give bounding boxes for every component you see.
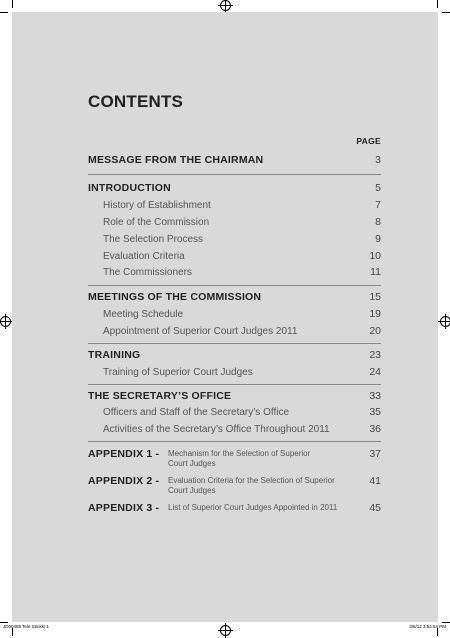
- toc-item[interactable]: [88, 406, 381, 420]
- toc-item[interactable]: [88, 325, 381, 339]
- toc-page-number: 8: [375, 216, 381, 228]
- toc-page-number: 9: [375, 233, 381, 245]
- toc-section-label: MESSAGE FROM THE CHAIRMAN: [88, 154, 264, 166]
- toc-page-number: 36: [369, 423, 381, 435]
- toc-section-label: INTRODUCTION: [88, 182, 171, 194]
- toc-page-number: 15: [369, 291, 381, 303]
- toc-item[interactable]: [88, 266, 381, 280]
- toc-item-label: Officers and Staff of the Secretary’s Office: [103, 407, 290, 418]
- toc-section[interactable]: [88, 182, 381, 196]
- crop-mark: [437, 628, 438, 636]
- toc-page-number: 37: [369, 448, 381, 460]
- appendix-description-line: Evaluation Criteria for the Selection of Superior: [168, 476, 335, 485]
- appendix-description-line: List of Superior Court Judges Appointed in 2011: [168, 503, 338, 512]
- appendix-description-line: Mechanism for the Selection of Superior: [168, 449, 311, 458]
- appendix-key: APPENDIX 2 -: [88, 475, 160, 487]
- toc-page-number: 20: [369, 325, 381, 337]
- toc-item[interactable]: [88, 308, 381, 322]
- crop-mark: [442, 12, 450, 13]
- crop-mark: [12, 628, 13, 636]
- appendix-description-line: Court Judges: [168, 486, 216, 495]
- divider: [88, 285, 381, 286]
- toc-item-label: Evaluation Criteria: [103, 251, 185, 262]
- toc-page-number: 7: [375, 199, 381, 211]
- toc-appendix[interactable]: [88, 448, 381, 469]
- toc-page-number: 23: [369, 349, 381, 361]
- toc-section-label: THE SECRETARY’S OFFICE: [88, 390, 232, 402]
- toc-section[interactable]: [88, 291, 381, 305]
- appendix-description: [168, 448, 361, 469]
- crop-mark: [437, 0, 438, 8]
- toc-section-label: MEETINGS OF THE COMMISSION: [88, 291, 262, 303]
- toc-appendix[interactable]: [88, 502, 381, 514]
- crop-mark: [12, 0, 13, 8]
- toc-section[interactable]: [88, 349, 381, 363]
- toc-page-number: 24: [369, 366, 381, 378]
- toc-appendix[interactable]: [88, 475, 381, 496]
- appendix-description-line: Court Judges: [168, 459, 216, 468]
- divider: [88, 384, 381, 385]
- toc-page-number: 3: [375, 154, 381, 166]
- toc-page-number: 33: [369, 390, 381, 402]
- divider: [88, 343, 381, 344]
- toc-item[interactable]: [88, 366, 381, 380]
- toc-item[interactable]: [88, 250, 381, 264]
- print-slug-left: JD00489 Tele Stinkk! 1: [3, 624, 49, 629]
- appendix-key: APPENDIX 1 -: [88, 448, 160, 460]
- toc-page-number: 19: [369, 308, 381, 320]
- toc-item-label: The Commissioners: [103, 267, 192, 278]
- print-slug-right: 3/6/12 3:54:54 PM: [409, 624, 446, 629]
- appendix-description: [168, 475, 361, 496]
- toc-item[interactable]: [88, 199, 381, 213]
- page-column-label: PAGE: [356, 136, 381, 146]
- toc-item-label: Activities of the Secretary’s Office Throughout 2011: [103, 424, 330, 435]
- toc-item-label: Training of Superior Court Judges: [103, 367, 253, 378]
- toc-page-number: 10: [369, 250, 381, 262]
- toc-section[interactable]: [88, 390, 381, 404]
- toc-item[interactable]: [88, 216, 381, 230]
- crop-mark: [0, 12, 8, 13]
- toc-page-number: 11: [370, 266, 381, 278]
- divider: [88, 441, 381, 442]
- toc-page-number: 41: [369, 475, 381, 487]
- registration-mark-icon: [0, 316, 11, 327]
- toc-section[interactable]: [88, 154, 381, 168]
- registration-mark-icon: [220, 625, 231, 636]
- registration-mark-icon: [440, 316, 450, 327]
- page-title: CONTENTS: [88, 92, 184, 111]
- toc-item-label: History of Establishment: [103, 200, 211, 211]
- registration-mark-icon: [220, 0, 231, 11]
- toc-item-label: The Selection Process: [103, 234, 204, 245]
- toc-page-number: 45: [369, 502, 381, 514]
- toc-item-label: Meeting Schedule: [103, 309, 184, 320]
- toc-section-label: TRAINING: [88, 349, 141, 361]
- appendix-description: [168, 502, 361, 513]
- toc-page-number: 35: [369, 406, 381, 418]
- toc-item-label: Role of the Commission: [103, 217, 210, 228]
- crop-mark: [0, 622, 8, 623]
- toc-item-label: Appointment of Superior Court Judges 2011: [103, 326, 298, 337]
- toc-page-number: 5: [375, 182, 381, 194]
- divider: [88, 174, 381, 175]
- toc-item[interactable]: [88, 423, 381, 437]
- crop-mark: [442, 622, 450, 623]
- appendix-key: APPENDIX 3 -: [88, 502, 160, 514]
- toc-item[interactable]: [88, 233, 381, 247]
